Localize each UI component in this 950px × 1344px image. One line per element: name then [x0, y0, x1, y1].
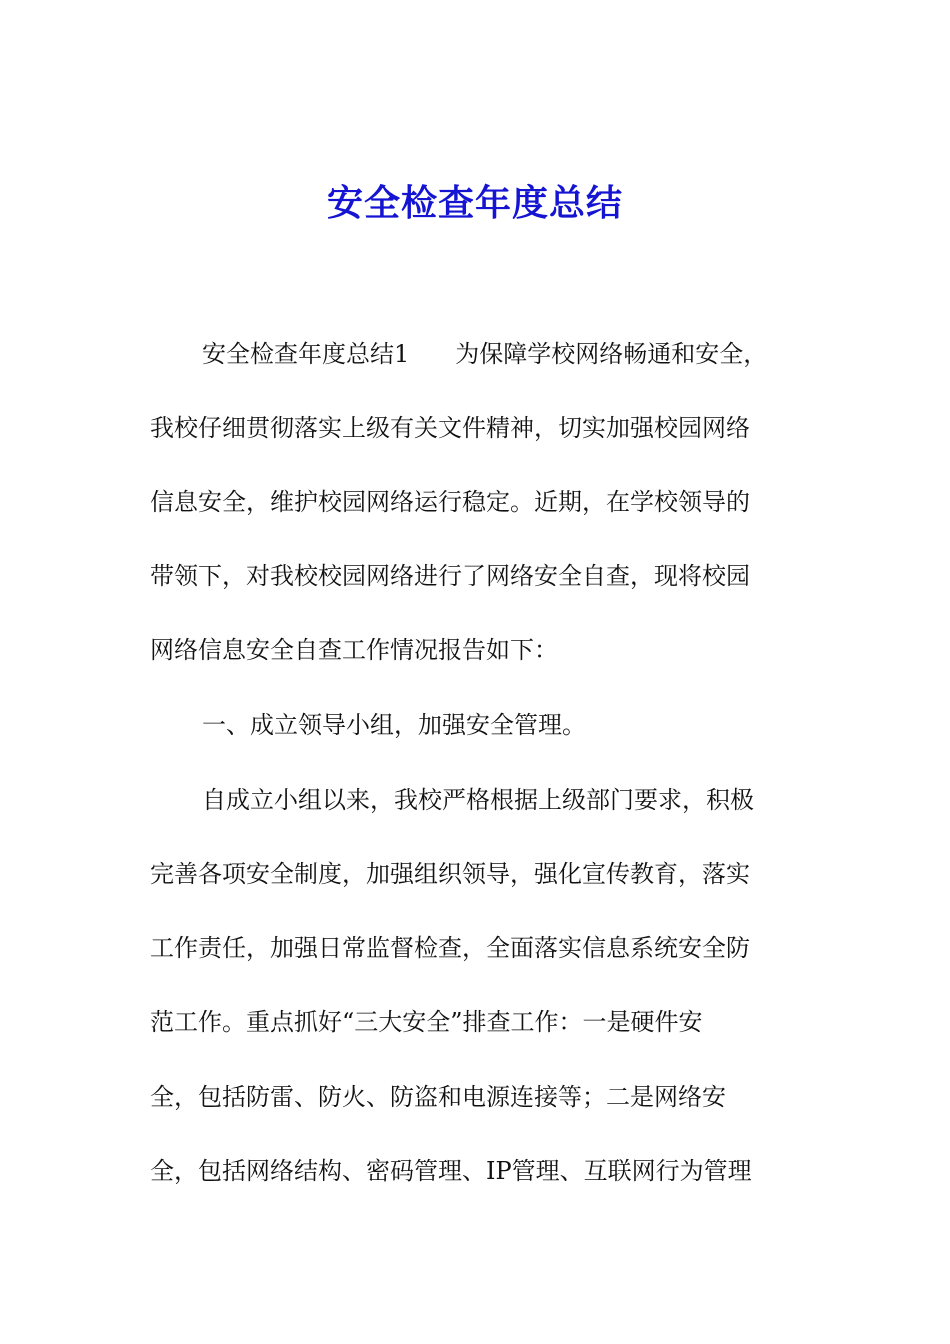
paragraph-line-3: 信息安全，维护校园网络运行稳定。近期，在学校领导的: [150, 488, 750, 516]
section-heading-1: 一、成立领导小组，加强安全管理。: [202, 711, 586, 739]
paragraph-text: 为保障学校网络畅通和安全，: [455, 340, 768, 368]
paragraph-line-8: 工作责任，加强日常监督检查，全面落实信息系统安全防: [150, 934, 750, 962]
paragraph-line-1: [202, 336, 802, 372]
paragraph-line-7: 完善各项安全制度，加强组织领导，强化宣传教育，落实: [150, 860, 750, 888]
paragraph-line-11: 全，包括网络结构、密码管理、IP管理、互联网行为管理: [150, 1157, 752, 1185]
paragraph-line-10: 全，包括防雷、防火、防盗和电源连接等；二是网络安: [150, 1083, 726, 1111]
paragraph-line-6: 自成立小组以来，我校严格根据上级部门要求，积极: [202, 786, 754, 814]
paragraph-line-5: 网络信息安全自查工作情况报告如下：: [150, 636, 558, 664]
paragraph-line-9: 范工作。重点抓好“三大安全”排查工作：一是硬件安: [150, 1008, 703, 1036]
document-title: 安全检查年度总结: [326, 182, 623, 224]
paragraph-line-4: 带领下，对我校校园网络进行了网络安全自查，现将校园: [150, 562, 750, 590]
paragraph-line-2: 我校仔细贯彻落实上级有关文件精神，切实加强校园网络: [150, 414, 750, 442]
section-heading-inline: 安全检查年度总结1: [202, 340, 410, 368]
